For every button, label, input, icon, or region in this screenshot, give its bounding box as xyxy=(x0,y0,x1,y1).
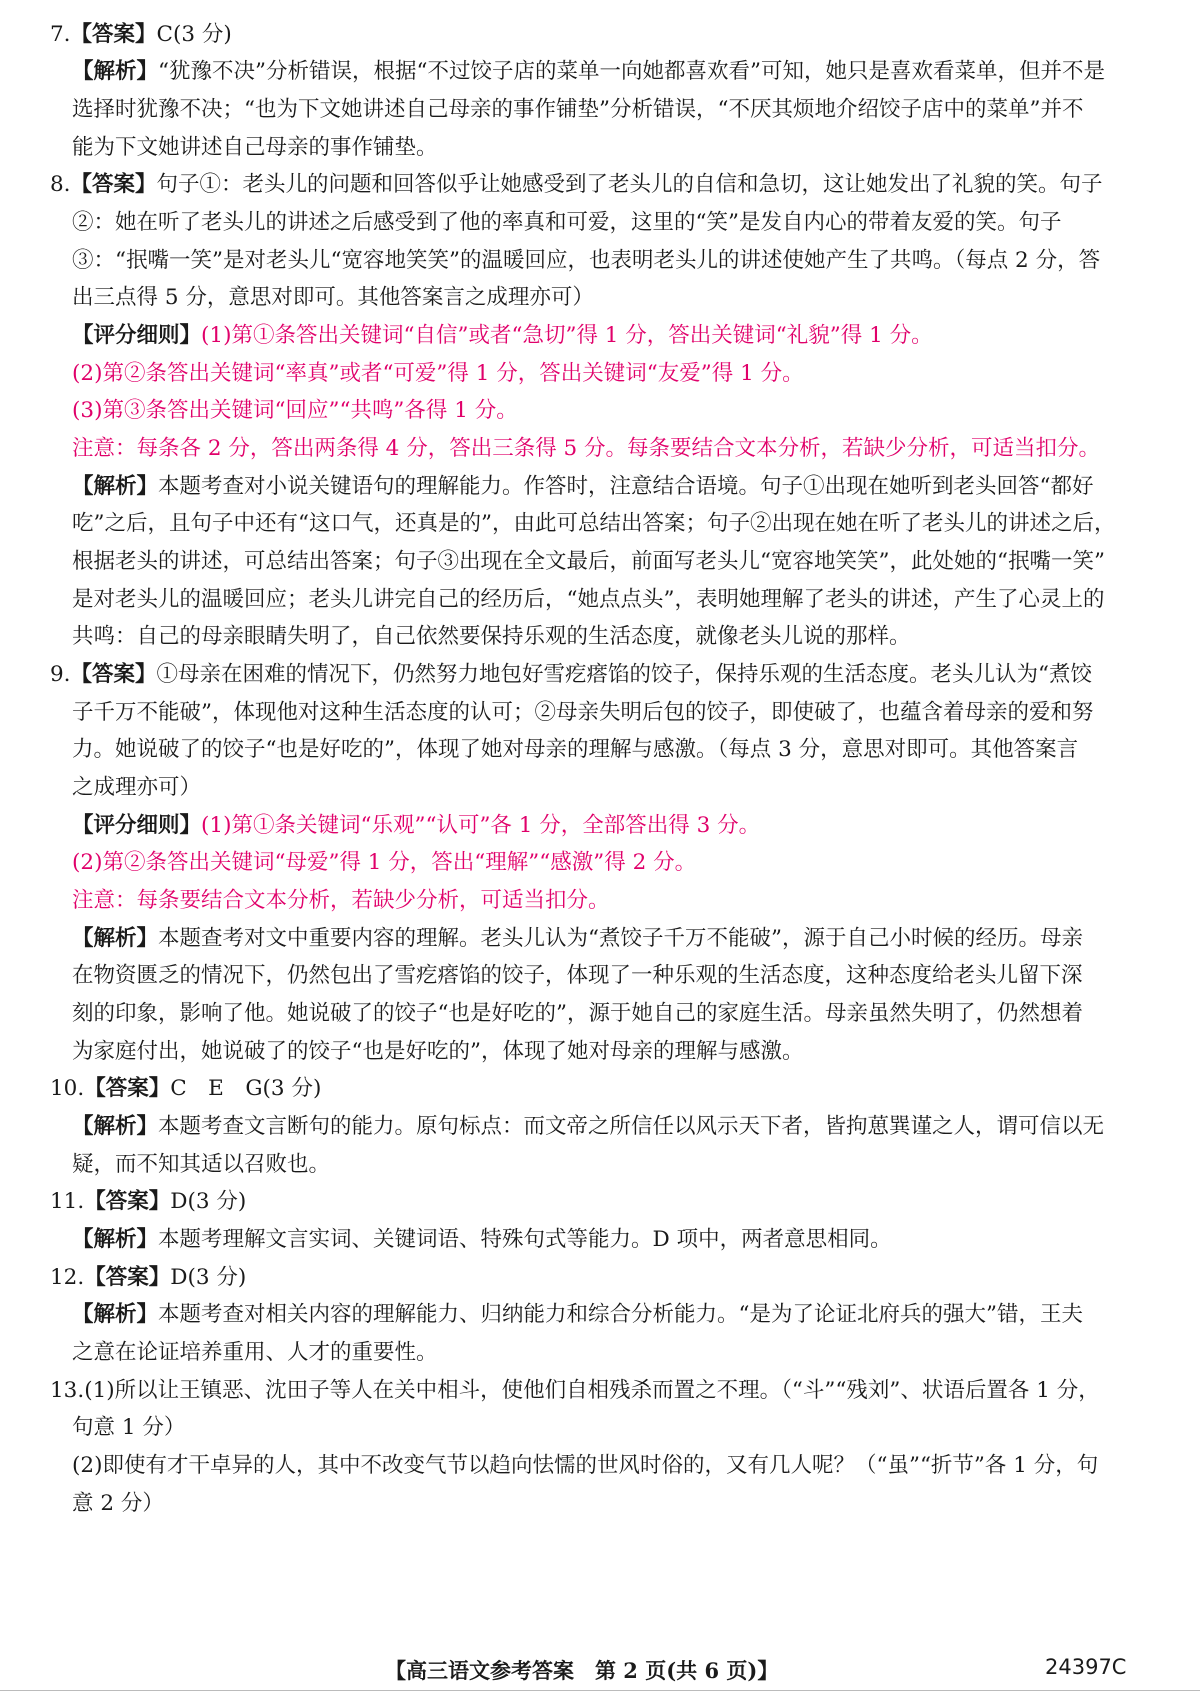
q13-part2-line-2: 意 2 分） xyxy=(72,1491,164,1516)
page-footer: 【高三语文参考答案 第 2 页(共 6 页)】 xyxy=(385,1658,779,1683)
q9-jiexi-line-4: 为家庭付出，她说破了的饺子“也是好吃的”，体现了她对母亲的理解与感激。 xyxy=(72,1039,804,1064)
analysis-text: 本题考查对小说关键语句的理解能力。作答时，注意结合语境。句子①出现在她听到老头回答“都好 xyxy=(158,474,1094,499)
q8-answer-line-3: ③：“抿嘴一笑”是对老头儿“宽容地笑笑”的温暖回应，也表明老头儿的讲述使她产生了共鸣。（每点 2 分，答 xyxy=(72,248,1101,273)
q8-answer-line-4: 出三点得 5 分，意思对即可。其他答案言之成理亦可） xyxy=(72,285,594,310)
q7-jiexi-line-1 xyxy=(72,57,1200,87)
answer-text: C E G(3 分) xyxy=(170,1076,322,1101)
answer-text: D(3 分) xyxy=(170,1189,247,1214)
q8-pingfen-line-2: (2)第②条答出关键词“率真”或者“可爱”得 1 分，答出关键词“友爱”得 1 分。 xyxy=(72,361,804,386)
analysis-tag: 【解析】 xyxy=(72,59,159,84)
analysis-tag: 【解析】 xyxy=(72,1302,159,1327)
q13-part2-line-1: (2)即使有才干卓异的人，其中不改变气节以趋向怯懦的世风时俗的，又有几人呢？（“虽”“折节”各 1 分，句 xyxy=(72,1453,1099,1478)
q9-jiexi-line-3: 刻的印象，影响了他。她说破了的饺子“也是好吃的”，源于她自己的家庭生活。母亲虽然失明了，仍然想着 xyxy=(72,1001,1083,1026)
question-number: 7. xyxy=(50,22,71,47)
analysis-text: 本题查考对文中重要内容的理解。老头儿认为“煮饺子千万不能破”，源于自己小时候的经历。母亲 xyxy=(158,926,1084,951)
answer-text: D(3 分) xyxy=(170,1265,247,1290)
scoring-tag: 【评分细则】 xyxy=(72,323,202,348)
answer-text: ①母亲在困难的情况下，仍然努力地包好雪疙瘩馅的饺子，保持乐观的生活态度。老头儿认为“煮饺 xyxy=(156,662,1093,687)
q11-answer-line xyxy=(50,1187,1200,1217)
q9-answer-line-4: 之成理亦可） xyxy=(72,775,202,800)
analysis-text: 本题考查文言断句的能力。原句标点：而文帝之所信任以风示天下者，皆拘葸巽谨之人，谓可信以无 xyxy=(158,1114,1105,1139)
q10-jiexi-line-1 xyxy=(72,1112,1200,1142)
q9-answer-line-2: 子千万不能破”，体现他对这种生活态度的认可；②母亲失明后包的饺子，即使破了，也蕴含着母亲的爱和努 xyxy=(72,700,1094,725)
q8-pingfen-line-3: (3)第③条答出关键词“回应”“共鸣”各得 1 分。 xyxy=(72,398,518,423)
q8-pingfen-line-1 xyxy=(72,321,1200,351)
q9-answer-line-3: 力。她说破了的饺子“也是好吃的”，体现了她对母亲的理解与感激。（每点 3 分，意思对即可。其他答案言 xyxy=(72,737,1079,762)
scoring-text: (1)第①条答出关键词“自信”或者“急切”得 1 分，答出关键词“礼貌”得 1 分。 xyxy=(201,323,933,348)
analysis-text: 本题考理解文言实词、关键词语、特殊句式等能力。D 项中，两者意思相同。 xyxy=(158,1227,892,1252)
q8-jiexi-line-3: 根据老头的讲述，可总结出答案；句子③出现在全文最后，前面写老头儿“宽容地笑笑”，此处她的“抿嘴一笑” xyxy=(72,549,1105,574)
question-number: 9. xyxy=(50,662,71,687)
q13-part1-line-1 xyxy=(50,1376,1200,1406)
answer-text: (1)所以让王镇恶、沈田子等人在关中相斗，使他们自相残杀而置之不理。（“斗”“残刘”、状语后置各 1 分， xyxy=(84,1378,1100,1403)
q13-part1-line-2: 句意 1 分） xyxy=(72,1415,186,1440)
question-number: 13. xyxy=(50,1378,85,1403)
q8-jiexi-line-4: 是对老头儿的温暖回应；老头儿讲完自己的经历后，“她点点头”，表明她理解了老头的讲述，产生了心灵上的 xyxy=(72,587,1105,612)
q8-jiexi-line-1 xyxy=(72,472,1200,502)
q9-jiexi-line-1 xyxy=(72,924,1200,954)
analysis-tag: 【解析】 xyxy=(72,474,159,499)
answer-text: C(3 分) xyxy=(156,22,232,47)
q10-answer-line xyxy=(50,1074,1200,1104)
q8-note: 注意：每条各 2 分，答出两条得 4 分，答出三条得 5 分。每条要结合文本分析，若缺少分析，可适当扣分。 xyxy=(72,436,1101,461)
q7-jiexi-line-3: 能为下文她讲述自己母亲的事作铺垫。 xyxy=(72,135,438,160)
analysis-tag: 【解析】 xyxy=(72,926,159,951)
q7-answer-line xyxy=(50,20,1200,50)
answer-tag: 【答案】 xyxy=(70,172,157,197)
q7-jiexi-line-2: 选择时犹豫不决；“也为下文她讲述自己母亲的事作铺垫”分析错误，“不厌其烦地介绍饺子店中的菜单”并不 xyxy=(72,97,1084,122)
bottom-divider xyxy=(0,1690,1200,1691)
answer-tag: 【答案】 xyxy=(70,22,157,47)
question-number: 11. xyxy=(50,1189,85,1214)
q12-jiexi-line-1 xyxy=(72,1300,1200,1330)
answer-text: 句子①：老头儿的问题和回答似乎让她感受到了老头儿的自信和急切，这让她发出了礼貌的笑。句子 xyxy=(156,172,1103,197)
q11-jiexi-line-1 xyxy=(72,1225,1200,1255)
q9-pingfen-line-2: (2)第②条答出关键词“母爱”得 1 分，答出“理解”“感激”得 2 分。 xyxy=(72,850,697,875)
scoring-tag: 【评分细则】 xyxy=(72,813,202,838)
q12-jiexi-line-2: 之意在论证培养重用、人才的重要性。 xyxy=(72,1340,438,1365)
q8-answer-line-2: ②：她在听了老头儿的讲述之后感受到了他的率真和可爱，这里的“笑”是发自内心的带着友爱的笑。句子 xyxy=(72,210,1062,235)
question-number: 10. xyxy=(50,1076,85,1101)
q10-jiexi-line-2: 疑，而不知其适以召败也。 xyxy=(72,1152,331,1177)
q8-jiexi-line-2: 吃”之后，且句子中还有“这口气，还真是的”，由此可总结出答案；句子②出现在她在听了老头儿的讲述之后， xyxy=(72,511,1116,536)
q8-jiexi-line-5: 共鸣：自己的母亲眼睛失明了，自己依然要保持乐观的生活态度，就像老头儿说的那样。 xyxy=(72,624,911,649)
answer-tag: 【答案】 xyxy=(84,1189,171,1214)
q9-answer-line-1 xyxy=(50,660,1200,690)
q9-pingfen-line-1 xyxy=(72,811,1200,841)
document-code: 24397C xyxy=(1045,1655,1127,1679)
question-number: 12. xyxy=(50,1265,85,1290)
answer-tag: 【答案】 xyxy=(84,1076,171,1101)
analysis-text: 本题考查对相关内容的理解能力、归纳能力和综合分析能力。“是为了论证北府兵的强大”错，王夫 xyxy=(158,1302,1084,1327)
analysis-text: “犹豫不决”分析错误，根据“不过饺子店的菜单一向她都喜欢看”可知，她只是喜欢看菜单，但并不是 xyxy=(158,59,1105,84)
answer-tag: 【答案】 xyxy=(84,1265,171,1290)
answer-tag: 【答案】 xyxy=(70,662,157,687)
q9-note: 注意：每条要结合文本分析，若缺少分析，可适当扣分。 xyxy=(72,888,610,913)
scoring-text: (1)第①条关键词“乐观”“认可”各 1 分，全部答出得 3 分。 xyxy=(201,813,761,838)
analysis-tag: 【解析】 xyxy=(72,1114,159,1139)
q9-jiexi-line-2: 在物资匮乏的情况下，仍然包出了雪疙瘩馅的饺子，体现了一种乐观的生活态度，这种态度给老头儿留下深 xyxy=(72,963,1083,988)
analysis-tag: 【解析】 xyxy=(72,1227,159,1252)
q8-answer-line-1 xyxy=(50,170,1200,200)
q12-answer-line xyxy=(50,1263,1200,1293)
question-number: 8. xyxy=(50,172,71,197)
